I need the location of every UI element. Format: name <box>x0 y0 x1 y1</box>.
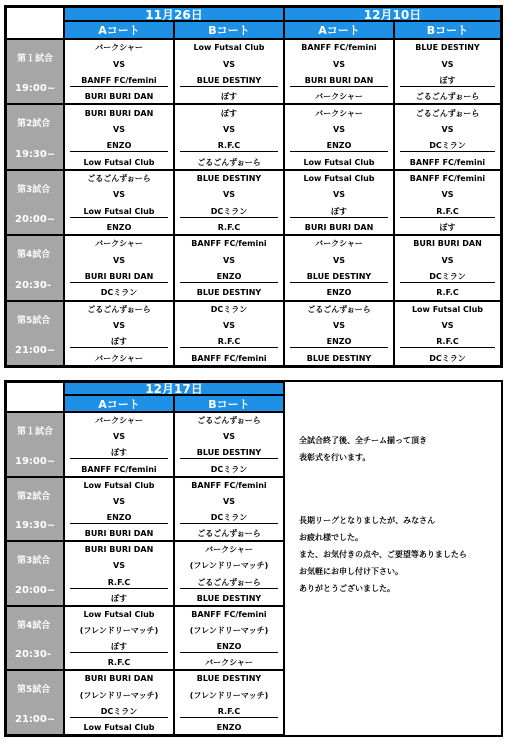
home-team: ごるごんずぉーら <box>415 108 480 118</box>
court-header: Aコート <box>64 395 174 412</box>
match-cell <box>64 170 174 235</box>
court-header: Aコート <box>64 21 174 39</box>
referee-team: ごるごんずぉーら <box>197 157 261 167</box>
referee-team: ENZO <box>216 722 242 732</box>
match-number: 第3試合 <box>17 556 51 567</box>
away-team: DCミラン <box>180 207 278 218</box>
match-cell <box>174 541 284 606</box>
match-cell <box>64 301 174 366</box>
match-cell <box>64 235 174 300</box>
home-team: バークシャー <box>95 239 143 249</box>
notes-area <box>284 382 502 735</box>
date-header: 11月26日 <box>64 7 284 21</box>
versus-label: VS <box>441 59 454 69</box>
match-cell <box>284 39 394 104</box>
away-team: BLUE DESTINY <box>180 76 278 87</box>
versus-label: VS <box>113 496 125 506</box>
referee-team: Low Futsal Club <box>83 722 155 732</box>
away-team: R.F.C <box>180 707 278 718</box>
versus-label: VS <box>113 561 125 571</box>
match-time: 19:00~ <box>15 83 56 95</box>
referee-team: ぼす <box>111 593 127 603</box>
away-team: ぼす <box>290 207 388 218</box>
match-slot-label <box>6 670 64 735</box>
versus-label: (フレンドリーマッチ) <box>79 690 159 700</box>
versus-label: VS <box>113 321 125 331</box>
match-slot-label <box>6 477 64 542</box>
away-team: DCミラン <box>400 272 495 283</box>
match-cell <box>64 104 174 169</box>
match-number: 第2試合 <box>17 491 51 502</box>
away-team: ごるごんずぉーら <box>180 578 278 589</box>
referee-team: BURI BURI DAN <box>84 92 154 102</box>
away-team: R.F.C <box>400 207 495 218</box>
notes-line: お気軽にお申し付け下さい。 <box>299 567 403 576</box>
match-cell <box>284 235 394 300</box>
referee-team: BANFF FC/femini <box>191 353 267 363</box>
match-cell <box>394 39 501 104</box>
away-team: ENZO <box>70 513 168 524</box>
referee-team: Low Futsal Club <box>303 157 375 167</box>
away-team: ENZO <box>290 141 388 152</box>
court-header: Bコート <box>174 395 284 412</box>
match-cell <box>394 301 501 366</box>
match-number: 第4試合 <box>17 620 51 631</box>
match-slot-label <box>6 541 64 606</box>
versus-label: VS <box>333 59 345 69</box>
home-team: バークシャー <box>205 545 253 555</box>
match-slot-label <box>6 606 64 671</box>
home-team: BLUE DESTINY <box>196 173 262 183</box>
away-team: ぼす <box>70 448 168 459</box>
versus-label: (フレンドリーマッチ) <box>79 626 159 636</box>
away-team: BLUE DESTINY <box>290 272 388 283</box>
home-team: ぼす <box>221 108 237 118</box>
match-cell <box>284 170 394 235</box>
match-slot-label <box>6 104 64 169</box>
notes-line: また、お気付きの点や、ご要望等ありましたら <box>299 550 467 559</box>
home-team: バークシャー <box>95 416 143 426</box>
away-team: ぼす <box>70 337 168 348</box>
away-team: DCミラン <box>400 141 495 152</box>
match-time: 20:00~ <box>15 214 56 226</box>
match-time: 21:00~ <box>15 344 56 356</box>
referee-team: Low Futsal Club <box>83 157 155 167</box>
away-team: ENZO <box>70 141 168 152</box>
match-time: 20:00~ <box>15 584 56 596</box>
home-team: ごるごんずぉーら <box>197 416 261 426</box>
referee-team: BURI BURI DAN <box>304 223 374 233</box>
versus-label: VS <box>333 190 345 200</box>
referee-team: BANFF FC/femini <box>81 464 157 474</box>
versus-label: VS <box>223 255 235 265</box>
versus-label: VS <box>113 59 125 69</box>
away-team: ENZO <box>290 337 388 348</box>
match-cell <box>174 170 284 235</box>
away-team: DCミラン <box>180 513 278 524</box>
versus-label: VS <box>441 190 454 200</box>
referee-team: R.F.C <box>107 658 131 668</box>
notes-line: ありがとうございました。 <box>299 584 395 593</box>
versus-label: VS <box>441 321 454 331</box>
notes-line: 全試合終了後、全チーム揃って頂き <box>299 436 427 445</box>
home-team: バークシャー <box>315 108 363 118</box>
match-cell <box>174 477 284 542</box>
court-header: Bコート <box>174 21 284 39</box>
versus-label: VS <box>113 190 125 200</box>
notes-line: 長期リーグとなりましたが、みなさん <box>299 516 436 525</box>
match-time: 19:00~ <box>15 455 56 467</box>
home-team: BLUE DESTINY <box>415 43 480 53</box>
away-team: ぼす <box>400 76 495 87</box>
match-slot-label <box>6 39 64 104</box>
home-team: ごるごんずぉーら <box>307 304 371 314</box>
match-number: 第4試合 <box>17 250 51 261</box>
notes-line: お疲れ様でした。 <box>299 533 363 542</box>
away-team: ENZO <box>180 272 278 283</box>
match-cell <box>394 235 501 300</box>
match-cell <box>394 104 501 169</box>
home-team: BURI BURI DAN <box>84 108 154 118</box>
match-cell <box>174 235 284 300</box>
notes-line: 表彰式を行います。 <box>299 453 371 462</box>
away-team: R.F.C <box>180 141 278 152</box>
date-header: 12月10日 <box>284 7 501 21</box>
versus-label: VS <box>333 321 345 331</box>
referee-team: ごるごんずぉーら <box>415 92 480 102</box>
match-slot-label <box>6 170 64 235</box>
versus-label: VS <box>113 255 125 265</box>
corner-cell <box>6 382 64 412</box>
home-team: ごるごんずぉーら <box>87 173 151 183</box>
court-header: Bコート <box>394 21 501 39</box>
bottom-body <box>6 412 284 735</box>
away-team: BURI BURI DAN <box>290 76 388 87</box>
home-team: BANFF FC/femini <box>191 239 267 249</box>
referee-team: バークシャー <box>205 658 253 668</box>
match-time: 20:30- <box>15 649 51 661</box>
home-team: BANFF FC/femini <box>191 609 267 619</box>
versus-label: (フレンドリーマッチ) <box>189 561 269 571</box>
match-number: 第１試合 <box>17 427 54 437</box>
court-header: Aコート <box>284 21 394 39</box>
referee-team: ぼす <box>439 223 456 233</box>
match-cell <box>284 301 394 366</box>
match-cell <box>174 606 284 671</box>
away-team: Low Futsal Club <box>70 207 168 218</box>
match-cell <box>64 477 174 542</box>
versus-label: VS <box>223 496 235 506</box>
away-team: ENZO <box>180 642 278 653</box>
away-team: BANFF FC/femini <box>70 76 168 87</box>
match-cell <box>64 412 174 477</box>
match-cell <box>394 170 501 235</box>
versus-label: VS <box>333 124 345 134</box>
home-team: Low Futsal Club <box>303 173 375 183</box>
home-team: Low Futsal Club <box>411 304 484 314</box>
home-team: BURI BURI DAN <box>413 239 482 249</box>
referee-team: BANFF FC/femini <box>409 157 486 167</box>
match-cell <box>64 39 174 104</box>
home-team: Low Futsal Club <box>193 43 265 53</box>
home-team: Low Futsal Club <box>83 609 155 619</box>
match-cell <box>64 541 174 606</box>
match-time: 19:30~ <box>15 148 56 160</box>
away-team: R.F.C <box>400 337 495 348</box>
match-slot-label <box>6 412 64 477</box>
home-team: バークシャー <box>95 43 143 53</box>
referee-team: DCミラン <box>429 353 466 363</box>
versus-label: VS <box>223 432 235 442</box>
match-cell <box>174 301 284 366</box>
date-header: 12月17日 <box>64 382 284 395</box>
referee-team: BLUE DESTINY <box>196 593 262 603</box>
versus-label: (フレンドリーマッチ) <box>189 626 269 636</box>
referee-team: バークシャー <box>315 92 363 102</box>
schedule-table-top <box>4 5 503 368</box>
home-team: バークシャー <box>315 239 363 249</box>
notes-paragraph-1 <box>299 432 427 466</box>
home-team: BANFF FC/femini <box>301 43 377 53</box>
referee-team: R.F.C <box>217 223 241 233</box>
referee-team: R.F.C <box>436 288 459 298</box>
match-cell <box>174 412 284 477</box>
referee-team: BURI BURI DAN <box>84 529 154 539</box>
match-number: 第3試合 <box>17 184 51 195</box>
versus-label: VS <box>223 59 235 69</box>
versus-label: VS <box>223 124 235 134</box>
away-team: R.F.C <box>70 578 168 589</box>
home-team: DCミラン <box>210 304 248 314</box>
versus-label: VS <box>113 432 125 442</box>
match-time: 21:00~ <box>15 713 56 725</box>
referee-team: ENZO <box>326 288 352 298</box>
home-team: BURI BURI DAN <box>84 674 154 684</box>
top-body <box>6 39 501 366</box>
match-cell <box>174 104 284 169</box>
home-team: ごるごんずぉーら <box>87 304 151 314</box>
match-slot-label <box>6 301 64 366</box>
referee-team: DCミラン <box>210 464 248 474</box>
match-slot-label <box>6 235 64 300</box>
referee-team: ENZO <box>106 223 132 233</box>
match-time: 20:30- <box>15 279 51 291</box>
match-time: 19:30~ <box>15 520 56 532</box>
away-team: BURI BURI DAN <box>70 272 168 283</box>
match-number: 第１試合 <box>17 54 54 64</box>
referee-team: ごるごんずぉーら <box>197 529 261 539</box>
referee-team: DCミラン <box>100 288 138 298</box>
versus-label: VS <box>333 255 345 265</box>
away-team: BLUE DESTINY <box>180 448 278 459</box>
match-number: 第5試合 <box>17 685 51 696</box>
match-cell <box>174 670 284 735</box>
referee-team: BLUE DESTINY <box>196 288 262 298</box>
versus-label: VS <box>223 190 235 200</box>
referee-team: バークシャー <box>95 353 143 363</box>
match-cell <box>284 104 394 169</box>
home-team: BANFF FC/femini <box>191 480 267 490</box>
referee-team: ぼす <box>221 92 237 102</box>
match-cell <box>64 606 174 671</box>
versus-label: VS <box>441 124 454 134</box>
home-team: Low Futsal Club <box>83 480 155 490</box>
versus-label: VS <box>441 255 454 265</box>
schedule-table-bottom <box>4 380 503 737</box>
home-team: BLUE DESTINY <box>196 674 262 684</box>
versus-label: VS <box>113 124 125 134</box>
away-team: R.F.C <box>180 337 278 348</box>
match-number: 第5試合 <box>17 315 51 326</box>
home-team: BANFF FC/femini <box>409 173 486 183</box>
match-cell <box>174 39 284 104</box>
match-cell <box>64 670 174 735</box>
match-number: 第2試合 <box>17 119 51 130</box>
versus-label: VS <box>223 321 235 331</box>
notes-paragraph-2 <box>299 512 467 597</box>
versus-label: (フレンドリーマッチ) <box>189 690 269 700</box>
referee-team: BLUE DESTINY <box>306 353 372 363</box>
away-team: DCミラン <box>70 707 168 718</box>
corner-cell <box>6 7 64 39</box>
home-team: BURI BURI DAN <box>84 545 154 555</box>
away-team: ぼす <box>70 642 168 653</box>
